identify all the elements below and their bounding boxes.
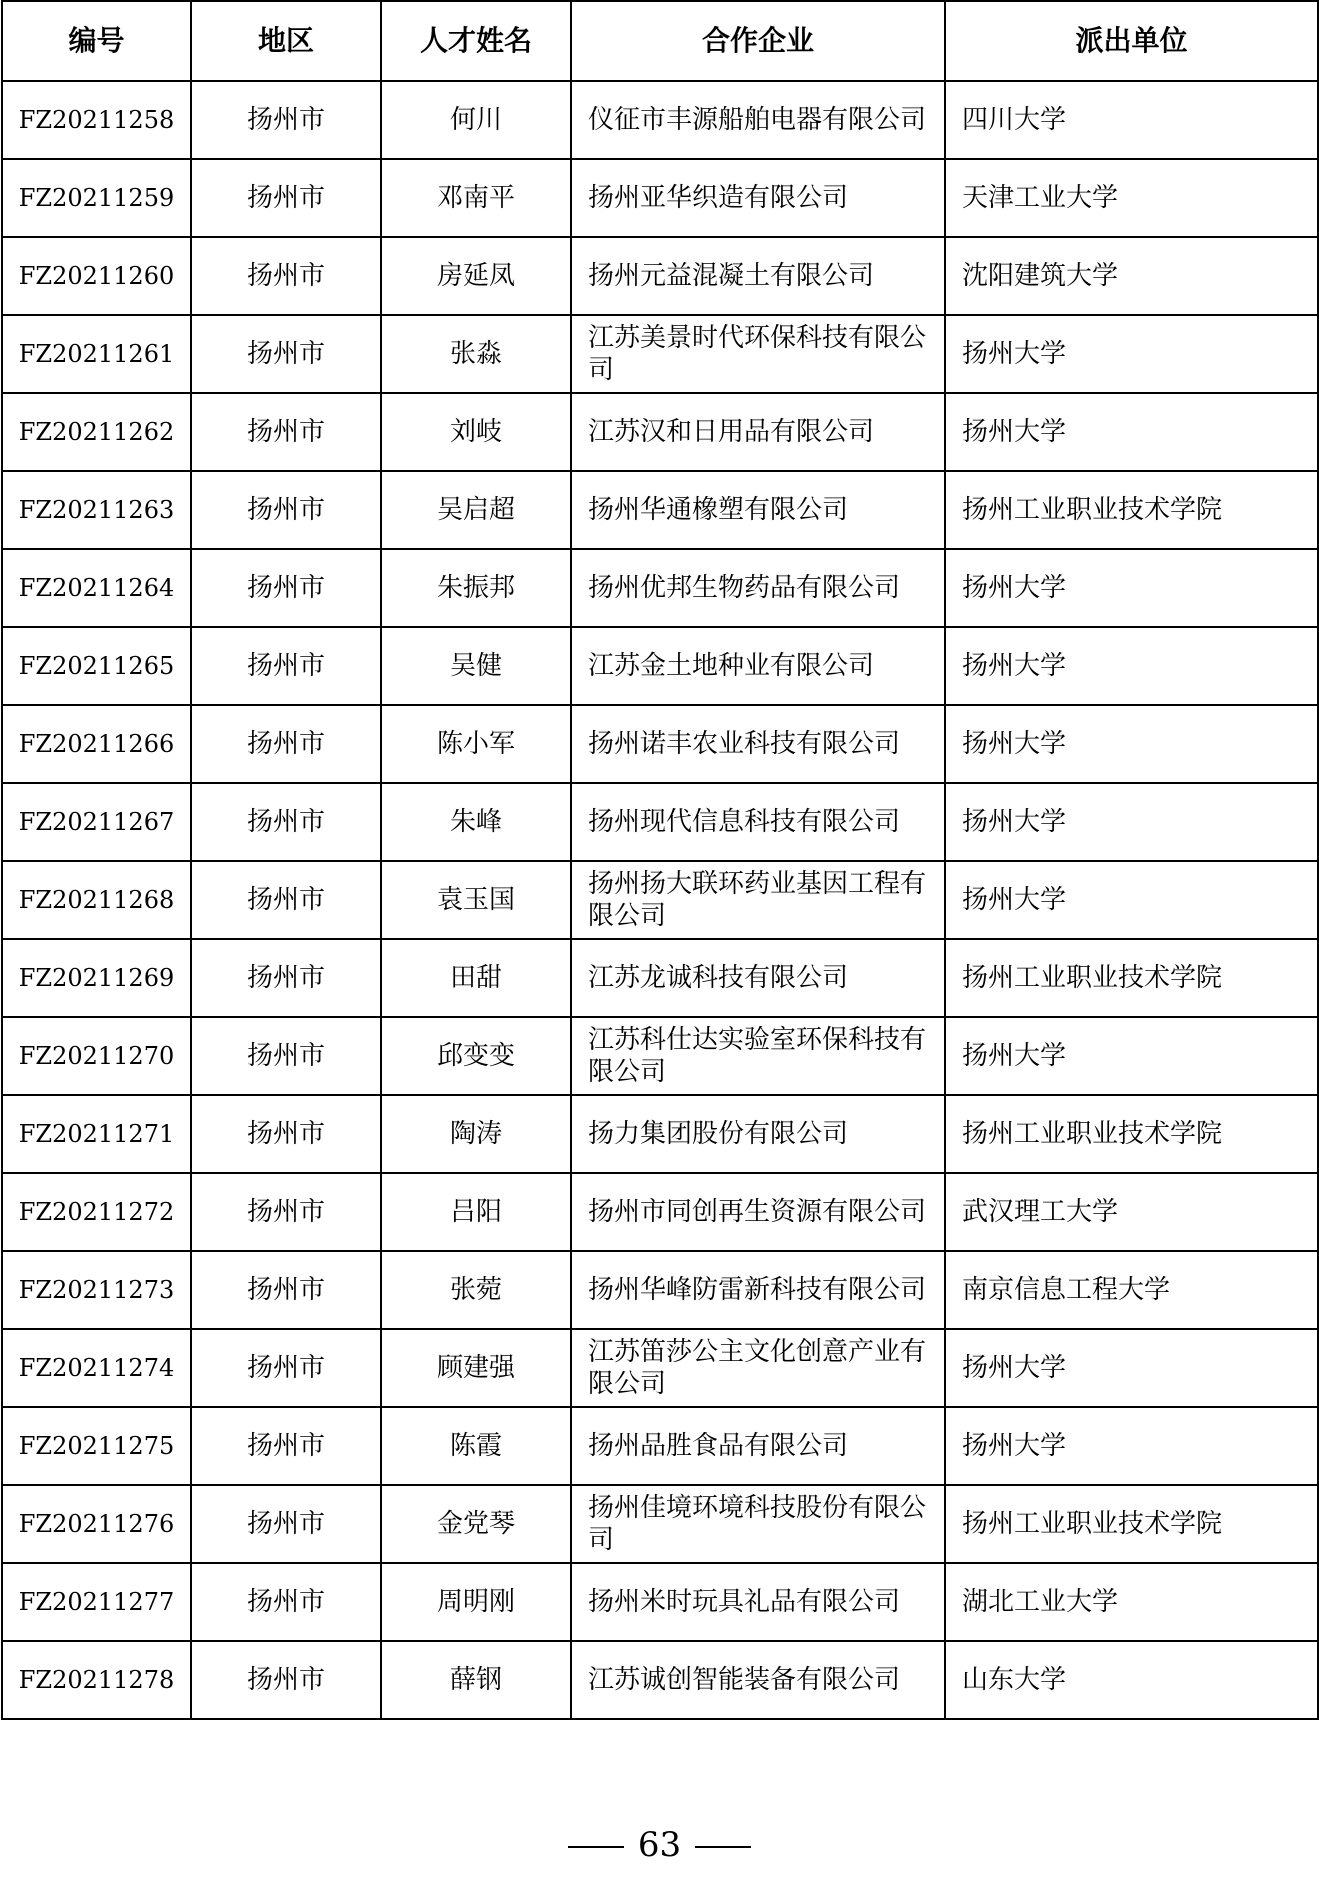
cell-company: 扬州亚华织造有限公司 <box>571 159 945 237</box>
cell-dispatch-unit: 扬州大学 <box>945 705 1318 783</box>
cell-region: 扬州市 <box>191 1017 381 1095</box>
cell-talent-name: 周明刚 <box>381 1563 571 1641</box>
cell-id: FZ20211278 <box>2 1641 191 1719</box>
cell-id: FZ20211261 <box>2 315 191 393</box>
cell-dispatch-unit: 武汉理工大学 <box>945 1173 1318 1251</box>
cell-company: 扬州佳境环境科技股份有限公司 <box>571 1485 945 1563</box>
cell-id: FZ20211277 <box>2 1563 191 1641</box>
cell-talent-name: 袁玉国 <box>381 861 571 939</box>
cell-talent-name: 吴启超 <box>381 471 571 549</box>
table-row <box>2 939 1318 1017</box>
table-row <box>2 705 1318 783</box>
cell-region: 扬州市 <box>191 705 381 783</box>
cell-region: 扬州市 <box>191 549 381 627</box>
cell-dispatch-unit: 扬州大学 <box>945 861 1318 939</box>
cell-region: 扬州市 <box>191 237 381 315</box>
cell-company: 江苏汉和日用品有限公司 <box>571 393 945 471</box>
footer-dash-left <box>568 1846 624 1848</box>
cell-region: 扬州市 <box>191 1641 381 1719</box>
table-row <box>2 159 1318 237</box>
table-row <box>2 1407 1318 1485</box>
cell-dispatch-unit: 天津工业大学 <box>945 159 1318 237</box>
cell-talent-name: 张菀 <box>381 1251 571 1329</box>
cell-id: FZ20211264 <box>2 549 191 627</box>
cell-talent-name: 邓南平 <box>381 159 571 237</box>
cell-dispatch-unit: 扬州大学 <box>945 783 1318 861</box>
cell-company: 仪征市丰源船舶电器有限公司 <box>571 81 945 159</box>
cell-talent-name: 朱峰 <box>381 783 571 861</box>
cell-id: FZ20211258 <box>2 81 191 159</box>
cell-company: 江苏科仕达实验室环保科技有限公司 <box>571 1017 945 1095</box>
cell-company: 扬州品胜食品有限公司 <box>571 1407 945 1485</box>
cell-id: FZ20211275 <box>2 1407 191 1485</box>
cell-talent-name: 张淼 <box>381 315 571 393</box>
cell-id: FZ20211259 <box>2 159 191 237</box>
cell-talent-name: 吕阳 <box>381 1173 571 1251</box>
table-row <box>2 1017 1318 1095</box>
cell-region: 扬州市 <box>191 159 381 237</box>
cell-id: FZ20211276 <box>2 1485 191 1563</box>
cell-id: FZ20211273 <box>2 1251 191 1329</box>
cell-dispatch-unit: 扬州工业职业技术学院 <box>945 939 1318 1017</box>
cell-dispatch-unit: 南京信息工程大学 <box>945 1251 1318 1329</box>
table-row <box>2 315 1318 393</box>
cell-dispatch-unit: 扬州大学 <box>945 627 1318 705</box>
cell-talent-name: 陈小军 <box>381 705 571 783</box>
header-name: 人才姓名 <box>381 1 571 81</box>
table-row <box>2 1563 1318 1641</box>
cell-dispatch-unit: 湖北工业大学 <box>945 1563 1318 1641</box>
table-row <box>2 1329 1318 1407</box>
cell-company: 扬州元益混凝土有限公司 <box>571 237 945 315</box>
footer-dash-right <box>695 1846 751 1848</box>
cell-region: 扬州市 <box>191 1095 381 1173</box>
cell-region: 扬州市 <box>191 627 381 705</box>
cell-company: 扬州现代信息科技有限公司 <box>571 783 945 861</box>
table-row <box>2 861 1318 939</box>
cell-id: FZ20211267 <box>2 783 191 861</box>
cell-dispatch-unit: 扬州大学 <box>945 1329 1318 1407</box>
cell-talent-name: 吴健 <box>381 627 571 705</box>
table-row <box>2 393 1318 471</box>
cell-id: FZ20211263 <box>2 471 191 549</box>
cell-id: FZ20211260 <box>2 237 191 315</box>
cell-region: 扬州市 <box>191 1485 381 1563</box>
cell-dispatch-unit: 扬州大学 <box>945 1407 1318 1485</box>
cell-id: FZ20211266 <box>2 705 191 783</box>
cell-region: 扬州市 <box>191 393 381 471</box>
table-header <box>2 1 1318 81</box>
header-id: 编号 <box>2 1 191 81</box>
table-row <box>2 783 1318 861</box>
cell-company: 扬州优邦生物药品有限公司 <box>571 549 945 627</box>
cell-dispatch-unit: 山东大学 <box>945 1641 1318 1719</box>
cell-region: 扬州市 <box>191 1407 381 1485</box>
cell-talent-name: 房延凤 <box>381 237 571 315</box>
cell-talent-name: 朱振邦 <box>381 549 571 627</box>
cell-talent-name: 邱变变 <box>381 1017 571 1095</box>
cell-talent-name: 陈霞 <box>381 1407 571 1485</box>
cell-company: 江苏龙诚科技有限公司 <box>571 939 945 1017</box>
cell-company: 扬州诺丰农业科技有限公司 <box>571 705 945 783</box>
cell-dispatch-unit: 扬州大学 <box>945 393 1318 471</box>
cell-talent-name: 陶涛 <box>381 1095 571 1173</box>
table-row <box>2 1173 1318 1251</box>
cell-talent-name: 顾建强 <box>381 1329 571 1407</box>
cell-talent-name: 薛钢 <box>381 1641 571 1719</box>
cell-id: FZ20211269 <box>2 939 191 1017</box>
talent-table <box>1 0 1319 1720</box>
cell-company: 江苏金土地种业有限公司 <box>571 627 945 705</box>
cell-company: 扬州米时玩具礼品有限公司 <box>571 1563 945 1641</box>
cell-dispatch-unit: 扬州工业职业技术学院 <box>945 471 1318 549</box>
cell-talent-name: 田甜 <box>381 939 571 1017</box>
cell-company: 扬州市同创再生资源有限公司 <box>571 1173 945 1251</box>
cell-id: FZ20211270 <box>2 1017 191 1095</box>
table-row <box>2 81 1318 159</box>
cell-company: 扬州华峰防雷新科技有限公司 <box>571 1251 945 1329</box>
cell-region: 扬州市 <box>191 1329 381 1407</box>
cell-company: 江苏笛莎公主文化创意产业有限公司 <box>571 1329 945 1407</box>
cell-region: 扬州市 <box>191 939 381 1017</box>
table-row <box>2 237 1318 315</box>
page-footer <box>0 1825 1319 1865</box>
cell-id: FZ20211274 <box>2 1329 191 1407</box>
header-row <box>2 1 1318 81</box>
table-row <box>2 1485 1318 1563</box>
cell-dispatch-unit: 四川大学 <box>945 81 1318 159</box>
cell-region: 扬州市 <box>191 471 381 549</box>
cell-id: FZ20211268 <box>2 861 191 939</box>
cell-company: 江苏美景时代环保科技有限公司 <box>571 315 945 393</box>
header-region: 地区 <box>191 1 381 81</box>
cell-region: 扬州市 <box>191 783 381 861</box>
cell-id: FZ20211271 <box>2 1095 191 1173</box>
cell-dispatch-unit: 扬州大学 <box>945 1017 1318 1095</box>
cell-region: 扬州市 <box>191 1251 381 1329</box>
cell-talent-name: 何川 <box>381 81 571 159</box>
cell-dispatch-unit: 扬州工业职业技术学院 <box>945 1485 1318 1563</box>
table-row <box>2 1251 1318 1329</box>
cell-talent-name: 金党琴 <box>381 1485 571 1563</box>
cell-dispatch-unit: 扬州大学 <box>945 549 1318 627</box>
cell-id: FZ20211272 <box>2 1173 191 1251</box>
cell-company: 江苏诚创智能装备有限公司 <box>571 1641 945 1719</box>
cell-region: 扬州市 <box>191 315 381 393</box>
table-body <box>2 81 1318 1719</box>
cell-talent-name: 刘岐 <box>381 393 571 471</box>
header-unit: 派出单位 <box>945 1 1318 81</box>
cell-company: 扬州华通橡塑有限公司 <box>571 471 945 549</box>
cell-region: 扬州市 <box>191 81 381 159</box>
cell-company: 扬力集团股份有限公司 <box>571 1095 945 1173</box>
table-row <box>2 1095 1318 1173</box>
cell-region: 扬州市 <box>191 861 381 939</box>
cell-company: 扬州扬大联环药业基因工程有限公司 <box>571 861 945 939</box>
table-row <box>2 471 1318 549</box>
cell-id: FZ20211262 <box>2 393 191 471</box>
table-row <box>2 1641 1318 1719</box>
table-row <box>2 627 1318 705</box>
cell-region: 扬州市 <box>191 1563 381 1641</box>
header-company: 合作企业 <box>571 1 945 81</box>
cell-dispatch-unit: 扬州大学 <box>945 315 1318 393</box>
cell-region: 扬州市 <box>191 1173 381 1251</box>
table-row <box>2 549 1318 627</box>
page-number: 63 <box>637 1825 682 1865</box>
cell-id: FZ20211265 <box>2 627 191 705</box>
cell-dispatch-unit: 扬州工业职业技术学院 <box>945 1095 1318 1173</box>
cell-dispatch-unit: 沈阳建筑大学 <box>945 237 1318 315</box>
